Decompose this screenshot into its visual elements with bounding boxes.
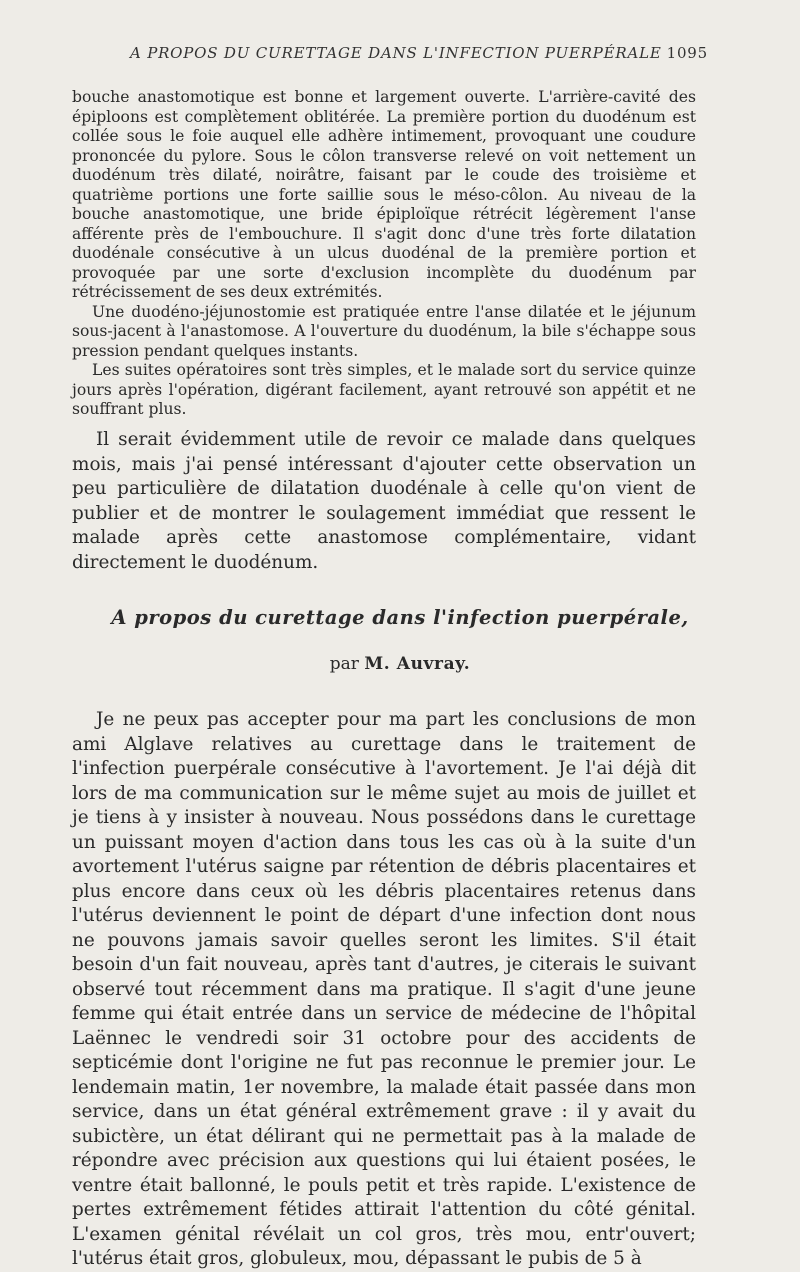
article-byline bbox=[0, 654, 800, 674]
article-title: A propos du curettage dans l'infection puerpérale, bbox=[111, 606, 689, 629]
paragraph: Les suites opératoires sont très simples, et le malade sort du service quinze jours après l'opération, digérant facilement, ayant retrouvé son appétit et ne souffrant plus. bbox=[72, 361, 696, 418]
commentary-block bbox=[72, 428, 696, 575]
byline-prefix: par bbox=[329, 654, 359, 674]
running-header bbox=[130, 44, 708, 62]
page-number: 1095 bbox=[666, 44, 708, 62]
article-body bbox=[72, 708, 696, 1272]
paragraph: Une duodéno-jéjunostomie est pratiquée entre l'anse dilatée et le jéjunum sous-jacent à l'anastomose. A l'ouverture du duodénum, la bile s'échappe sous pression pendant quelques instants. bbox=[72, 302, 696, 360]
running-title: A PROPOS DU CURETTAGE DANS L'INFECTION PUERPÉRALE bbox=[130, 44, 662, 62]
case-report-continuation bbox=[72, 88, 696, 420]
paragraph: Je ne peux pas accepter pour ma part les conclusions de mon ami Alglave relatives au curettage dans le traitement de l'infection puerpérale consécutive à l'avortement. Je l'ai déjà dit lors de ma communication sur le même sujet au mois de juillet et je tiens à y insister à nouveau. Nous possédons dans le curettage un puissant moyen d'action dans tous les cas où à la suite d'un avortement l'utérus saigne par rétention de débris placentaires et plus encore dans ceux où les débris placentaires retenus dans l'utérus deviennent le point de départ d'une infection dont nous ne pouvons jamais savoir quelles seront les limites. S'il était besoin d'un fait nouveau, après tant d'autres, je citerais le suivant observé tout récemment dans ma pratique. Il s'agit d'une jeune femme qui était entrée dans un service de médecine de l'hôpital Laënnec le vendredi soir 31 octobre pour des accidents de septicémie dont l'origine ne fut pas reconnue le premier jour. Le lendemain matin, 1er novembre, la malade était passée dans mon service, dans un état général extrêmement grave : il y avait du subictère, un état délirant qui ne permettait pas à la malade de répondre avec précision aux questions qui lui étaient posées, le ventre était ballonné, le pouls petit et très rapide. L'existence de pertes extrêmement fétides attirait l'attention du côté génital. L'examen génital révélait un col gros, très mou, entr'ouvert; l'utérus était gros, globuleux, mou, dépassant le pubis de 5 à bbox=[72, 709, 696, 1269]
author-name: M. Auvray. bbox=[364, 654, 471, 674]
paragraph: Il serait évidemment utile de revoir ce malade dans quelques mois, mais j'ai pensé intéressant d'ajouter cette observation un peu particulière de dilatation duodénale à celle qu'on vient de publier et de montrer le soulagement immédiat que ressent le malade après cette anastomose complémentaire, vidant directement le duodénum. bbox=[72, 429, 696, 573]
paragraph: bouche anastomotique est bonne et largement ouverte. L'arrière-cavité des épiploons est complètement oblitérée. La première portion du duodénum est collée sous le foie auquel elle adhère intimement, provoquant une coudure prononcée du pylore. Sous le côlon transverse relevé on voit nettement un duodénum très dilaté, noirâtre, faisant par le coude des troisième et quatrième portions une forte saillie sous le méso-côlon. Au niveau de la bouche anastomotique, une bride épiploïque rétrécit légèrement l'anse afférente près de l'embouchure. Il s'agit donc d'une très forte dilatation duodénale consécutive à un ulcus duodénal de la première portion et provoquée par une sorte d'exclusion incomplète du duodénum par rétrécissement de ses deux extrémités. bbox=[72, 88, 696, 301]
